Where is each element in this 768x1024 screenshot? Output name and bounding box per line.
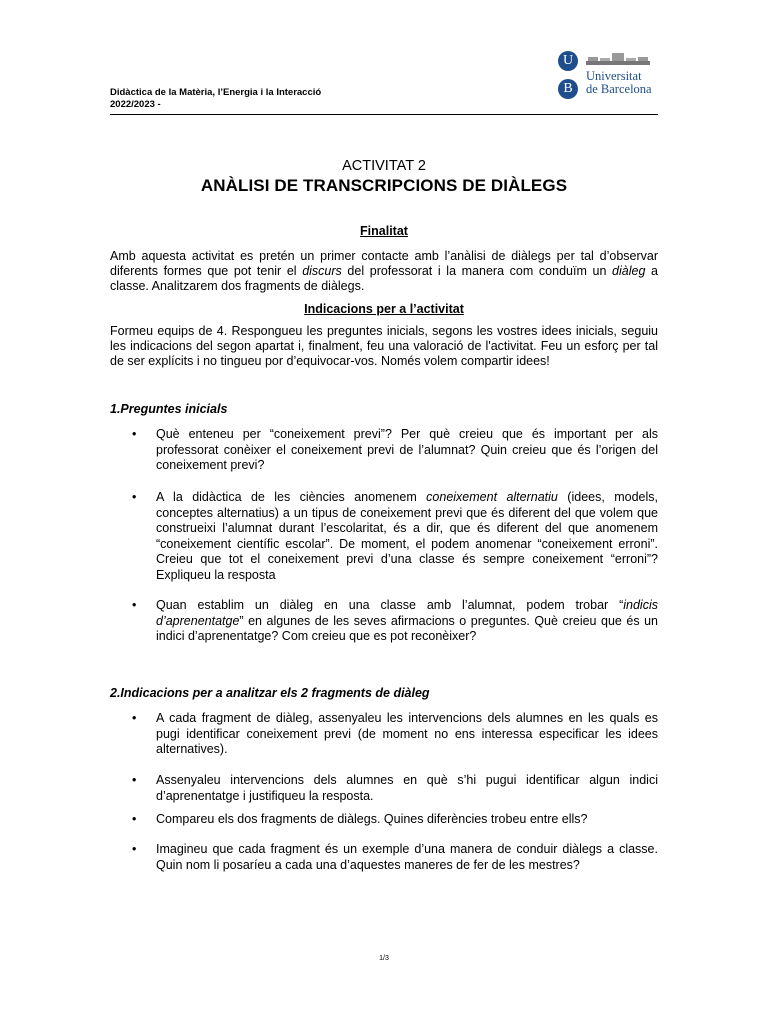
list-item bbox=[110, 842, 658, 873]
list-item bbox=[110, 711, 658, 758]
list-item bbox=[110, 812, 658, 828]
section1-bullet1-text: Què enteneu per “coneixement previ”? Per què creieu que és important per als professorat conèixer el coneixement previ de l’alumnat? Quin creieu que és l’origen del coneixement previ? bbox=[156, 427, 658, 472]
finalitat-heading: Finalitat bbox=[360, 224, 408, 238]
s1-b3-em: indicis d’aprenentatge bbox=[156, 598, 658, 628]
s1-b3-text-a: Quan establim un diàleg en una classe amb l’alumnat, podem trobar “ bbox=[156, 598, 624, 612]
s1-b2-em: coneixement alternatiu bbox=[426, 490, 558, 504]
section2-bullet2-text: Assenyaleu intervencions dels alumnes en què s’hi pugui identificar algun indici d’aprenentatge i justifiqueu la resposta. bbox=[156, 773, 658, 803]
finalitat-em-dialeg: diàleg bbox=[612, 264, 646, 278]
course-title: Didàctica de la Matèria, l’Energia i la Interacció bbox=[110, 87, 322, 98]
course-info bbox=[110, 87, 321, 111]
logo-letter-b: B bbox=[558, 79, 578, 99]
indicacions-paragraph: Formeu equips de 4. Respongueu les preguntes inicials, segons les vostres idees inicials, seguiu les indicacions del segon apartat i, finalment, feu una valoració de l'activitat. Feu un esforç per tal de ser explícits i no tingueu por d’equivocar-vos. Només volem compartir idees! bbox=[110, 324, 658, 368]
list-item bbox=[110, 598, 658, 645]
finalitat-text-b: del professorat i la manera com conduïm un bbox=[341, 264, 613, 278]
page-number: 1/3 bbox=[379, 955, 389, 962]
list-item bbox=[110, 773, 658, 804]
list-item bbox=[110, 427, 658, 474]
finalitat-paragraph bbox=[110, 249, 658, 294]
section1-bullet3-text bbox=[156, 598, 658, 645]
logo-name-line2: de Barcelona bbox=[586, 82, 652, 96]
logo-letter-u: U bbox=[558, 51, 578, 71]
indicacions-heading: Indicacions per a l’activitat bbox=[304, 302, 464, 316]
section2-bullet4-text: Imagineu que cada fragment és un exemple d’una manera de conduir diàlegs a classe. Quin nom li posaríeu a cada una d’aquestes maneres de fer de les mestres? bbox=[156, 842, 658, 872]
finalitat-text-c: a classe. Analitzarem dos fragments de diàlegs. bbox=[110, 264, 658, 293]
s1-b3-text-b: ” en algunes de les seves afirmacions o preguntes. Què creieu que és un indici d’aprenentatge? Com creieu que es pot reconèixer? bbox=[156, 613, 658, 643]
bullet-marker: • bbox=[132, 427, 137, 441]
logo-university-name bbox=[586, 70, 652, 96]
university-logo bbox=[558, 47, 658, 105]
course-year: 2022/2023 - bbox=[110, 99, 161, 110]
activity-number: ACTIVITAT 2 bbox=[342, 158, 426, 174]
section1-bullet2-text bbox=[156, 490, 658, 583]
bullet-marker: • bbox=[132, 842, 137, 856]
s1-b2-text-a: A la didàctica de les ciències anomenem bbox=[156, 490, 427, 504]
bullet-marker: • bbox=[132, 490, 137, 504]
bullet-marker: • bbox=[132, 711, 137, 725]
list-item bbox=[110, 490, 658, 583]
bullet-marker: • bbox=[132, 598, 137, 612]
finalitat-text-a: Amb aquesta activitat es pretén un primer contacte amb l’anàlisi de diàlegs per tal d’observar diferents formes que pot tenir el bbox=[110, 249, 658, 278]
page-header bbox=[110, 40, 658, 115]
finalitat-em-discurs: discurs bbox=[302, 264, 342, 278]
page-title: ANÀLISI DE TRANSCRIPCIONS DE DIÀLEGS bbox=[200, 176, 568, 195]
s1-b2-text-b: (idees, models, conceptes alternatius) a un tipus de coneixement previ que és diferent del que volem que construeixi l’alumnat durant l’escolaritat, és a dir, que és diferent del que anomenem “coneixement científic escolar”. De moment, el podem anomenar “coneixement erroni”. Creieu que tot el coneixement previ d’una classe és sempre coneixement “erroni”? Expliqueu la resposta bbox=[156, 490, 658, 582]
logo-name-line1: Universitat bbox=[586, 69, 642, 83]
section2-bullet3-text: Compareu els dos fragments de diàlegs. Quines diferències trobeu entre ells? bbox=[156, 812, 588, 826]
bullet-marker: • bbox=[132, 773, 137, 787]
section2-bullet1-text: A cada fragment de diàleg, assenyaleu les intervencions dels alumnes en les quals es pugi identificar coneixement previ (de moment no ens interessa especificar les idees alternatives). bbox=[156, 711, 658, 756]
section1-heading: 1.Preguntes inicials bbox=[110, 402, 228, 416]
section2-heading: 2.Indicacions per a analitzar els 2 fragments de diàleg bbox=[110, 686, 430, 700]
university-building-icon bbox=[586, 52, 650, 66]
bullet-marker: • bbox=[132, 812, 137, 826]
